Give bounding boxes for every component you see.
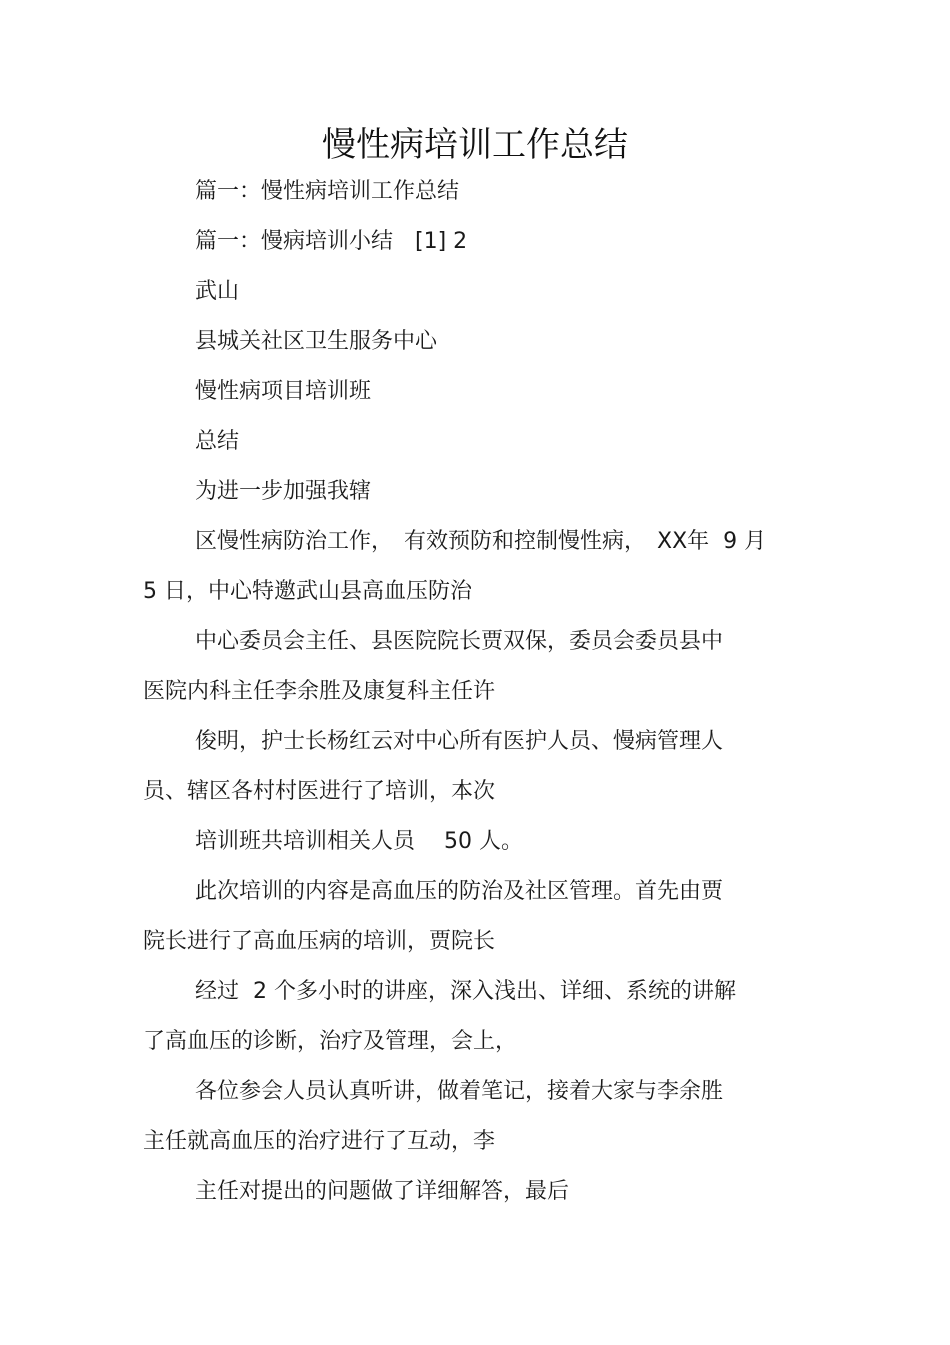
text-line: 县城关社区卫生服务中心 <box>195 329 438 354</box>
text-line: 此次培训的内容是高血压的防治及社区管理。首先由贾 <box>195 879 724 904</box>
text-line: 为进一步加强我辖 <box>195 479 372 504</box>
text-line: 主任就高血压的治疗进行了互动，李 <box>143 1129 496 1154</box>
text-line: 俊明，护士长杨红云对中心所有医护人员、慢病管理人 <box>195 729 724 754</box>
text-line: 慢性病项目培训班 <box>195 379 372 404</box>
text-line: 武山 <box>195 279 240 304</box>
text-line: 篇一：慢性病培训工作总结 <box>195 179 460 204</box>
document-title: 慢性病培训工作总结 <box>322 125 628 165</box>
text-line: 员、辖区各村村医进行了培训，本次 <box>143 779 496 804</box>
text-line: 医院内科主任李余胜及康复科主任许 <box>143 679 496 704</box>
text-line: 经过 2 个多小时的讲座，深入浅出、详细、系统的讲解 <box>195 979 736 1004</box>
text-line: 篇一：慢病培训小结 [1] 2 <box>195 229 468 254</box>
text-line: 总结 <box>195 429 240 454</box>
text-line: 各位参会人员认真听讲，做着笔记，接着大家与李余胜 <box>195 1079 724 1104</box>
text-line: 区慢性病防治工作， 有效预防和控制慢性病， XX年 9 月 <box>195 529 767 554</box>
text-line: 了高血压的诊断，治疗及管理，会上， <box>143 1029 518 1054</box>
text-line: 5 日，中心特邀武山县高血压防治 <box>143 579 472 604</box>
text-line: 主任对提出的问题做了详细解答，最后 <box>195 1179 570 1204</box>
text-line: 院长进行了高血压病的培训，贾院长 <box>143 929 496 954</box>
text-line: 中心委员会主任、县医院院长贾双保，委员会委员县中 <box>195 629 724 654</box>
text-line: 培训班共培训相关人员 50 人。 <box>195 829 523 854</box>
